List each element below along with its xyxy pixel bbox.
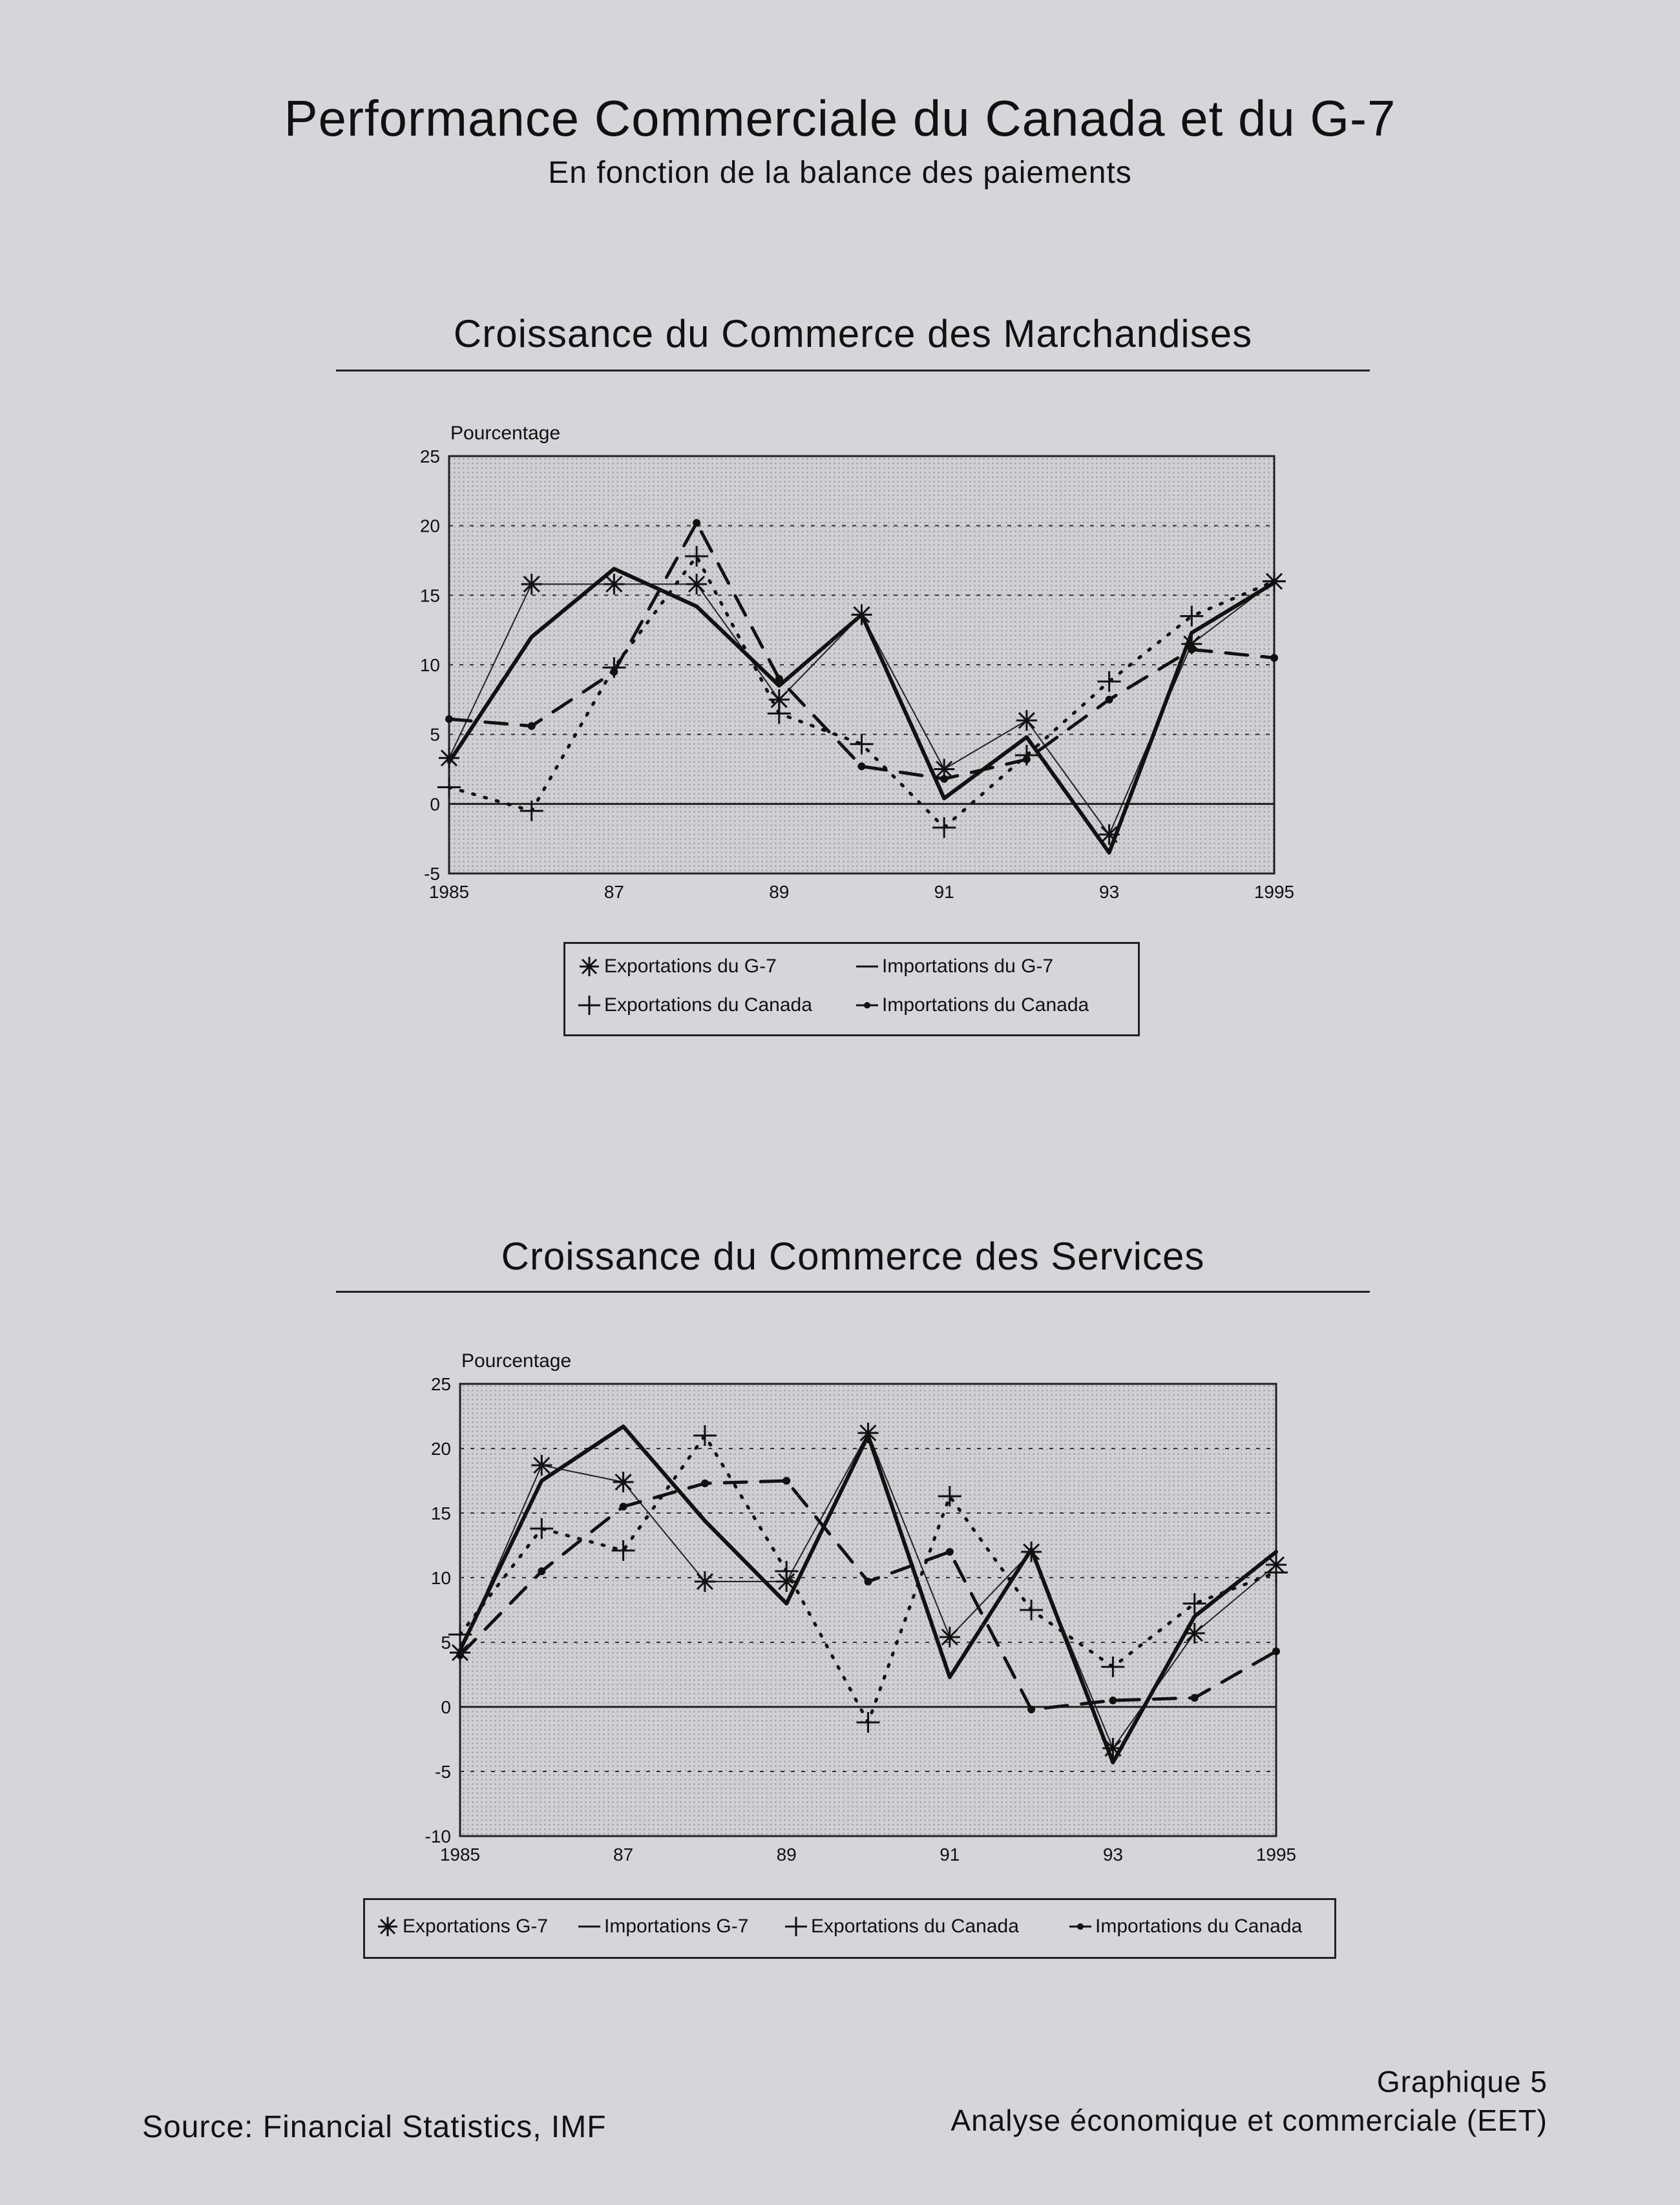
chart2-series-3-point	[701, 1479, 709, 1487]
chart2-y-tick-label: 20	[430, 1439, 451, 1459]
chart2-series-0-point	[940, 1627, 960, 1647]
chart2-series-3-point	[782, 1477, 790, 1485]
chart1-legend-label-1: Importations du G-7	[882, 956, 1054, 977]
chart2-series-3-point	[946, 1548, 954, 1556]
chart2-x-tick-label: 93	[1102, 1844, 1123, 1865]
chart1-y-tick-label: 15	[419, 585, 440, 606]
chart1-x-tick-label: 91	[934, 882, 954, 902]
chart2-series-3-point	[1272, 1647, 1280, 1655]
chart2-y-tick-label: -5	[435, 1762, 451, 1782]
chart2-series-0-point	[531, 1455, 552, 1476]
chart1-y-tick-label: -5	[424, 864, 440, 884]
chart2-x-tick-label: 89	[776, 1844, 797, 1865]
chart2-legend-item-canada-imports	[1069, 1916, 1302, 1938]
chart2-y-tick-label: -10	[425, 1826, 451, 1846]
chart2-legend-item-g7-imports	[578, 1916, 748, 1938]
page-subtitle: En fonction de la balance des paiements	[548, 156, 1132, 190]
chart2-y-tick-label: 10	[430, 1568, 451, 1588]
chart1-title: Croissance du Commerce des Marchandises	[453, 312, 1253, 355]
chart2-x-tick-label: 91	[940, 1844, 960, 1865]
chart2-y-tick-label: 15	[430, 1503, 451, 1523]
chart1-y-tick-label: 5	[430, 724, 440, 745]
chart2-series-3-point	[538, 1567, 545, 1575]
source-note: Source: Financial Statistics, IMF	[142, 2110, 607, 2144]
chart2-legend-label-0: Exportations G-7	[403, 1916, 549, 1937]
chart2-legend-item-g7-exports	[377, 1916, 548, 1938]
chart1-y-tick-label: 10	[419, 655, 440, 675]
chart1-legend-label-0: Exportations du G-7	[604, 956, 777, 977]
chart1-x-tick-label: 1995	[1254, 882, 1295, 902]
chart2-legend	[363, 1898, 1336, 1959]
figure-label: Graphique 5	[1376, 2065, 1548, 2098]
chart1-x-tick-label: 89	[769, 882, 790, 902]
chart2-series-3-point	[865, 1578, 872, 1585]
chart2-x-tick-label: 1995	[1255, 1844, 1297, 1865]
chart1-x-tick-label: 93	[1099, 882, 1120, 902]
chart2-legend-label-3: Importations du Canada	[1095, 1916, 1303, 1937]
department-label: Analyse économique et commerciale (EET)	[950, 2104, 1548, 2137]
chart2-series-3-point	[1109, 1697, 1117, 1704]
chart2-series-0-point	[613, 1472, 634, 1492]
chart2-y-tick-label: 0	[441, 1697, 451, 1717]
chart2-y-tick-label: 5	[441, 1633, 451, 1653]
chart2-y-axis-label: Pourcentage	[461, 1350, 572, 1372]
chart1-x-tick-label: 1985	[428, 882, 470, 902]
chart2-legend-item-canada-exports	[785, 1916, 1019, 1938]
page-title: Performance Commerciale du Canada et du G-7	[284, 90, 1396, 147]
chart2-legend-label-1: Importations G-7	[604, 1916, 749, 1937]
chart2-x-tick-label: 1985	[439, 1844, 481, 1865]
chart2-title: Croissance du Commerce des Services	[501, 1235, 1205, 1278]
chart2-series-3-point	[456, 1651, 464, 1659]
chart2-y-tick-label: 25	[430, 1374, 451, 1394]
chart1-y-tick-label: 0	[430, 794, 440, 815]
chart2-series-0-point	[695, 1571, 715, 1592]
chart2-series-3-point	[620, 1503, 627, 1510]
chart2-x-tick-label: 87	[613, 1844, 634, 1865]
chart1-y-tick-label: 20	[419, 516, 440, 536]
chart1-x-tick-label: 87	[604, 882, 624, 902]
chart2-series-3-point	[1027, 1706, 1035, 1713]
chart1-y-tick-label: 25	[419, 446, 440, 466]
chart1-legend-label-3: Importations du Canada	[882, 994, 1089, 1016]
chart2-series-3-point	[1191, 1694, 1199, 1702]
chart2-legend-label-2: Exportations du Canada	[811, 1916, 1019, 1937]
chart1-legend-label-2: Exportations du Canada	[604, 994, 812, 1016]
chart1-y-axis-label: Pourcentage	[450, 423, 561, 444]
